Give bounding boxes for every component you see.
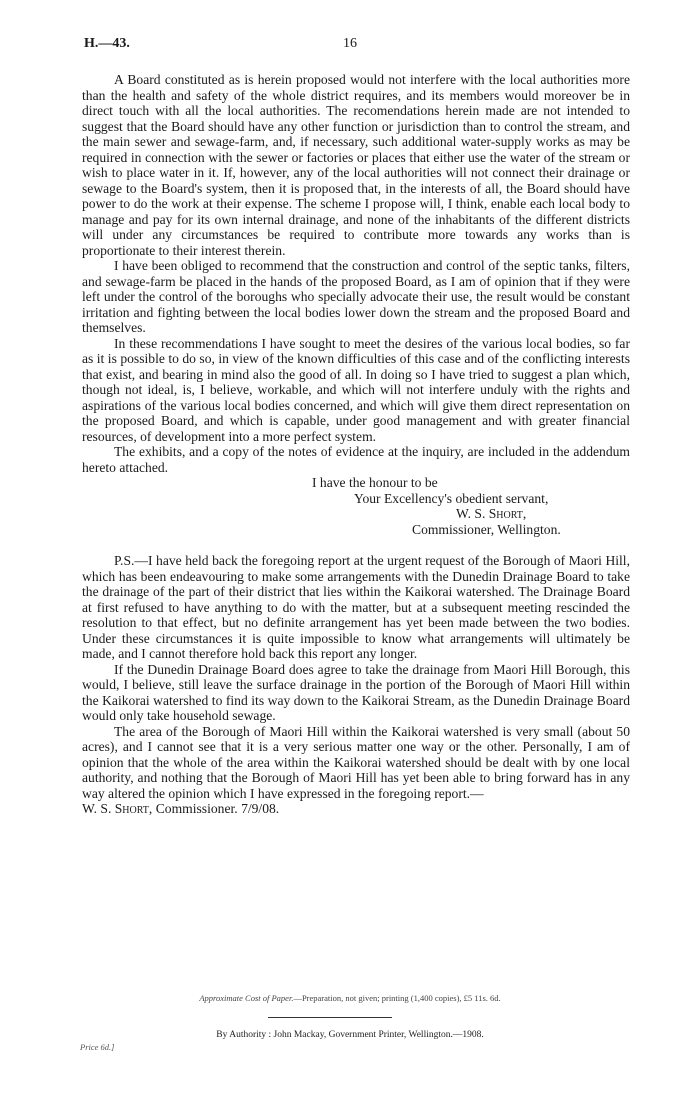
paragraph: In these recommendations I have sought to meet the desires of the various local bodies, so far as it is possible to do so, in view of the known difficulties of this case and of the conflicting interests that exist, and bearing in mind also the good of all. In doing so I have tried to suggest a plan which, though not ideal, is, I believe, workable, and which will not interfere unduly with the rights and aspirations of the various local bodies concerned, and which will give them direct representation on the proposed Board, and which is capable, under good management and with greater financial resources, of development into a more perfect system. [82, 335, 630, 444]
signature-title: Commissioner, Wellington. [412, 521, 561, 537]
postscript-paragraph: P.S.—I have held back the foregoing report at the urgent request of the Borough of Maori Hill, which has been endeavouring to make some arrangements with the Dunedin Drainage Board to take the drainage of the part of their district that lies within the Kaikorai watershed. The Drainage Board at first refused to have anything to do with the matter, but at a subsequent meeting rescinded the resolution to that effect, but no definite arrangement has yet been made between the two bodies. Under these circumstances it is quite impossible to know what arrangements will ultimately be made, and I cannot therefore hold back this report any longer. [82, 553, 630, 661]
postscript-paragraph: If the Dunedin Drainage Board does agree to take the drainage from Maori Hill Borough, this would, I believe, still leave the surface drainage in the portion of the Borough of Maori Hill within the Kaikorai watershed to find its way down to the Kaikorai Stream, as the Dunedin Drainage Board would only take household sewage. [82, 661, 630, 723]
document-reference: H.—43. [84, 36, 130, 51]
paragraph: A Board constituted as is herein proposed would not interfere with the local authorities more than the health and safety of the whole district requires, and its members would moreover be in direct touch with all the local authorities. The recomendations herein made are not intended to suggest that the Board should have any other function or jurisdiction than to control the stream, and the main sewer and sewage-farm, and, if necessary, such additional water-supply works as may be required in connection with the sewer or factories or places that either use the water of the stream or wish to place water in it. If, however, any of the local authorities will not connect their drainage or sewage to the Board's system, then it is proposed that, in the interests of all, the Board should have power to do the work at their expense. The scheme I propose will, I think, enable each local body to manage and pay for its own internal drainage, and none of the inhabitants of the different districts will under any circumstances be required to contribute more towards any works than is proportionate to their interest therein. [82, 72, 630, 258]
signoff-name: W. S. Short [82, 801, 149, 816]
cost-of-paper-note [0, 993, 700, 1003]
signature-salutation: I have the honour to be [312, 475, 438, 490]
footer-divider [268, 1017, 392, 1018]
page-number: 16 [343, 36, 357, 51]
cost-text: —Preparation, not given; printing (1,400 copies), £5 11s. 6d. [293, 993, 501, 1003]
signature-closing: Your Excellency's obedient servant, [354, 490, 549, 506]
report-body [82, 72, 630, 817]
signature-name: W. S. Short, [456, 506, 527, 521]
signature-block [82, 475, 630, 537]
postscript-paragraph: The area of the Borough of Maori Hill within the Kaikorai watershed is very small (about 50 acres), and I cannot see that it is a very serious matter one way or the other. Personally, I am of opinion that the whole of the area within the Kaikorai watershed should be dealt with by one local authority, and nothing that the Borough of Maori Hill has yet been able to bring forward has in any way altered the opinion which I have expressed in the foregoing report.— [82, 723, 630, 801]
cost-label: Approximate Cost of Paper. [199, 993, 294, 1003]
postscript-signoff [82, 801, 630, 817]
paragraph: The exhibits, and a copy of the notes of evidence at the inquiry, are included in the addendum hereto attached. [82, 444, 630, 475]
page-header [84, 36, 616, 56]
paragraph: I have been obliged to recommend that the construction and control of the septic tanks, filters, and sewage-farm be placed in the hands of the proposed Board, as I am of opinion that if they were left under the control of the boroughs who specially advocate their use, the result would be constant irritation and fighting between the local bodies lower down the stream and the proposed Board and themselves. [82, 258, 630, 335]
price-note: Price 6d.] [80, 1042, 115, 1052]
signoff-title-date: , Commissioner. 7/9/08. [148, 801, 280, 816]
printer-authority: By Authority : John Mackay, Government Printer, Wellington.—1908. [216, 1030, 484, 1040]
